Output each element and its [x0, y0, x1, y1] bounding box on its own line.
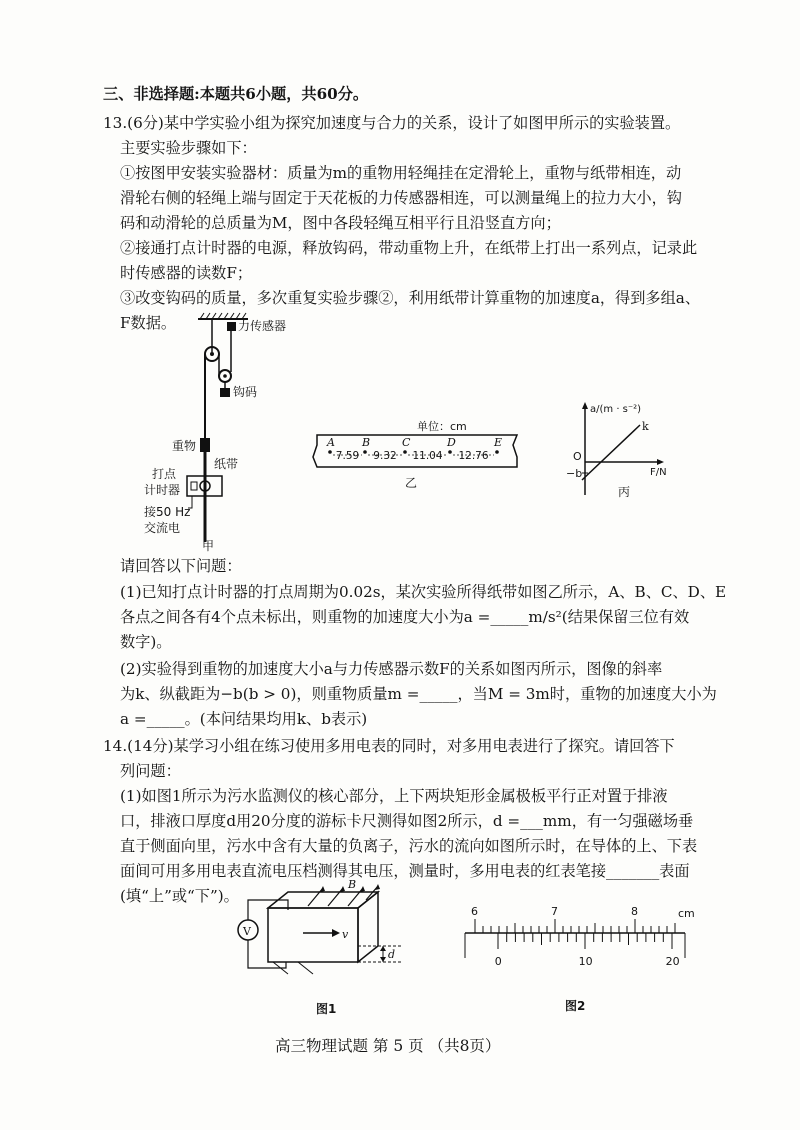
figure-yi-tape [305, 415, 525, 490]
label-hook-weight: 钩码 [233, 385, 258, 399]
label-heavy-object: 重物 [172, 439, 197, 453]
tape-dot [448, 450, 452, 454]
tape-point-label: D [447, 436, 456, 449]
vernier-label: 20 [665, 955, 680, 968]
label-timer-1: 打点 [152, 467, 177, 481]
q14-line: 14.(14分)某学习小组在练习使用多用电表的同时，对多用电表进行了探究。请回答下 [103, 737, 675, 755]
label-power-2: 交流电 [144, 521, 181, 535]
q14-line: 列问题： [120, 762, 181, 780]
q14-line: (1)如图1所示为污水监测仪的核心部分，上下两块矩形金属极板平行正对置于排液 [120, 787, 668, 805]
graph-xlabel: F/N [650, 467, 667, 478]
tape-point-label: A [327, 436, 335, 449]
q14-line: 面间可用多用电表直流电压档测得其电压，测量时，多用电表的红表笔接_______表面 [120, 862, 690, 880]
q13-line: ①按图甲安装实验器材：质量为m的重物用轻绳挂在定滑轮上，重物与纸带相连，动 [120, 164, 682, 182]
q13-line: 滑轮右侧的轻绳上端与固定于天花板的力传感器相连，可以测量绳上的拉力大小，钩 [120, 189, 682, 207]
tape-point-label: E [494, 436, 503, 449]
page-footer: 高三物理试题 第 5 页 （共8页） [275, 1037, 501, 1055]
q14-line: 直于侧面向里，污水中含有大量的负离子，污水的流向如图所示时，在导体的上、下表 [120, 837, 698, 855]
tape-dot [328, 450, 332, 454]
main-scale-label: 8 [631, 905, 638, 918]
tape-point-label: B [362, 436, 371, 449]
q14-line: (填“上”或“下”)。 [120, 887, 239, 905]
tape-dot [495, 450, 499, 454]
graph-origin: O [573, 450, 582, 463]
tape-dot [403, 450, 407, 454]
tape-point-label: C [402, 436, 411, 449]
tape-dot [363, 450, 367, 454]
voltmeter-label: V [243, 925, 251, 938]
thickness-label: d [388, 948, 396, 961]
tape-segment-value: 7.59 [335, 450, 360, 462]
label-timer-2: 计时器 [144, 483, 181, 497]
q14-line: 口，排液口厚度d用20分度的游标卡尺测得如图2所示，d =___mm，有一匀强磁场垂 [120, 812, 694, 830]
caption-fig2: 图2 [565, 999, 586, 1013]
graph-intercept: −b [566, 467, 583, 480]
figure-bing-graph [560, 400, 680, 500]
q13-part1-line: 数字)。 [120, 633, 172, 651]
graph-ylabel: a/(m · s⁻²) [590, 404, 642, 415]
caption-jia: 甲 [202, 539, 215, 553]
caliper-unit: cm [678, 907, 695, 920]
label-power-1: 接50 Hz [144, 505, 191, 519]
caption-bing: 丙 [618, 485, 631, 499]
q13-line: 时传感器的读数F； [120, 264, 253, 282]
q13-part1-line: 各点之间各有4个点未标出，则重物的加速度大小为a =_____m/s²(结果保留三位有效 [120, 608, 690, 626]
q13-part2-line: a =_____。(本问结果均用k、b表示) [120, 710, 368, 728]
b-field-label: B [348, 878, 357, 891]
tape-segment-value: 11.04 [412, 450, 443, 462]
tape-segment-value: 12.76 [458, 450, 489, 462]
figure-jia-apparatus [130, 310, 310, 555]
caption-yi: 乙 [405, 476, 418, 490]
figure-2-caliper [460, 900, 695, 1020]
q13-part2-line: 为k、纵截距为−b(b > 0)，则重物质量m =_____，当M = 3m时，重物的加速度大小为 [120, 685, 717, 703]
q13-line: F数据。 [120, 314, 177, 332]
q13-line: 码和动滑轮的总质量为M，图中各段轻绳互相平行且沿竖直方向； [120, 214, 561, 232]
q13-line: 主要实验步骤如下： [120, 139, 257, 157]
main-scale-label: 7 [551, 905, 558, 918]
caption-fig1: 图1 [316, 1002, 337, 1016]
q13-ask: 请回答以下问题： [120, 557, 242, 575]
q13-line: ③改变钩码的质量，多次重复实验步骤②，利用纸带计算重物的加速度a，得到多组a、 [120, 289, 701, 307]
tape-segment-value: 9.32 [373, 450, 397, 462]
vernier-label: 0 [494, 955, 502, 968]
label-force-sensor: 力传感器 [238, 319, 287, 333]
tape-unit: 单位：cm [417, 420, 467, 433]
q13-line: 13.(6分)某中学实验小组为探究加速度与合力的关系，设计了如图甲所示的实验装置。 [103, 114, 681, 132]
figure-1-monitor [228, 878, 428, 1018]
flow-label: v [342, 928, 349, 941]
q13-line: ②接通打点计时器的电源，释放钩码，带动重物上升，在纸带上打出一系列点，记录此 [120, 239, 698, 257]
vernier-label: 10 [578, 955, 593, 968]
q13-part2-line: (2)实验得到重物的加速度大小a与力传感器示数F的关系如图丙所示，图像的斜率 [120, 660, 663, 678]
graph-slope: k [642, 420, 649, 433]
section-heading: 三、非选择题:本题共6小题，共60分。 [103, 85, 369, 103]
label-paper-tape: 纸带 [214, 457, 239, 471]
q13-part1-line: (1)已知打点计时器的打点周期为0.02s，某次实验所得纸带如图乙所示，A、B、C、D、E [120, 583, 727, 601]
main-scale-label: 6 [471, 905, 478, 918]
